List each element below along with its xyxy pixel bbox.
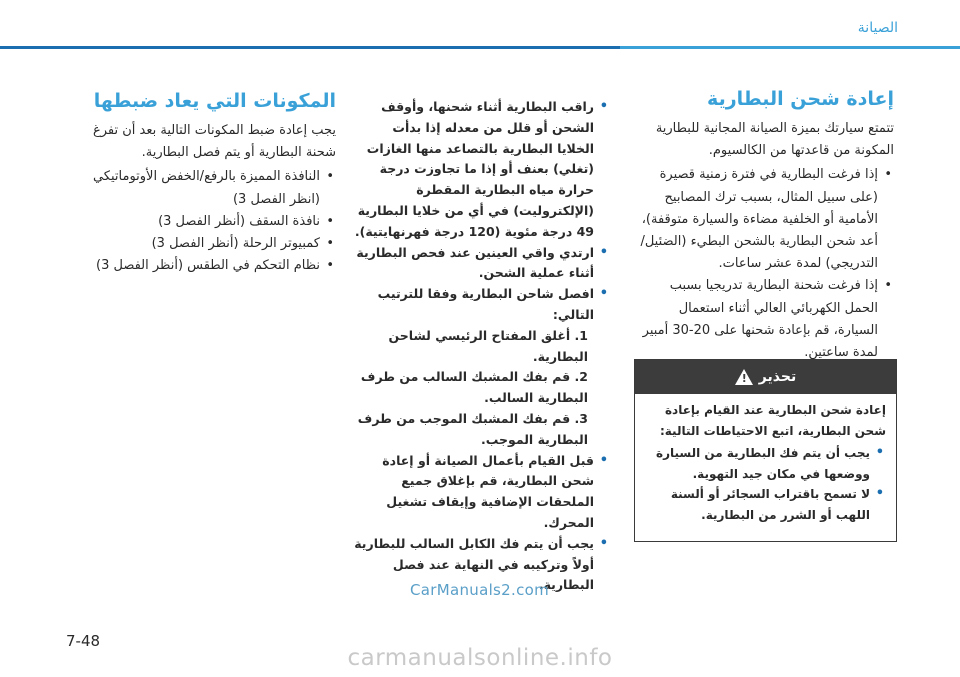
precaution-item: • قبل القيام بأعمال الصيانة أو إعادة شحن البطارية، قم بإغلاق جميع الملحقات الإضافية وإيقاف تشغيل المحرك. xyxy=(354,451,594,534)
step-item: 3. قم بفك المشبك الموجب من طرف البطارية الموجب. xyxy=(357,410,588,447)
charging-precautions-list xyxy=(354,97,610,596)
reset-item: • نظام التحكم في الطقس (أنظر الفصل 3) xyxy=(66,255,320,277)
middle-column xyxy=(354,95,610,596)
page-number: 7-48 xyxy=(66,632,101,650)
step-item: 2. قم بفك المشبك السالب من طرف البطارية السالب. xyxy=(360,369,588,406)
warning-box xyxy=(634,359,897,542)
reset-items-title: المكونات التي يعاد ضبطها xyxy=(93,90,336,112)
battery-intro-text: تتمتع سيارتك بميزة الصيانة المجانية للبطارية المكونة من قاعدتها من الكالسيوم. xyxy=(655,121,894,159)
footer-watermark: carmanualsonline.info xyxy=(347,645,613,671)
left-column xyxy=(66,88,336,277)
reset-item: • النافذة المميزة بالرفع/الخفض الأوتوماتيكي (انظر الفصل 3) xyxy=(66,166,320,210)
warning-label: تحذير xyxy=(758,369,797,385)
precaution-item xyxy=(354,284,594,450)
battery-bullets xyxy=(634,164,894,364)
carmanuals-watermark: CarManuals2.com xyxy=(410,581,550,599)
warning-intro: إعادة شحن البطارية عند القيام بإعادة شحن البطارية، اتبع الاحتياطات التالية: xyxy=(659,403,886,438)
reset-intro-text: يجب إعادة ضبط المكونات التالية بعد أن تفرغ شحنة البطارية أو يتم فصل البطارية. xyxy=(92,123,336,161)
precaution-item: • راقب البطارية أثناء شحنها، وأوقف الشحن أو قلل من معدله إذا بدأت الخلايا البطارية بالتصاعد منها الغازات (تغلي) بعنف أو إذا ما تجاوزت درجة حرارة مياه البطارية المقطرة (الإلكتروليت) في أي من خلايا البطارية 49 درجة مئوية (120 درجة فهرنهايتية). xyxy=(354,97,594,243)
header-rule-accent xyxy=(0,46,620,49)
reset-item: • كمبيوتر الرحلة (أنظر الفصل 3) xyxy=(66,233,320,255)
reset-items-list xyxy=(66,166,336,277)
warning-triangle-icon: ! xyxy=(735,369,753,385)
warning-bullet: • يجب أن يتم فك البطارية من السيارة ووضعها في مكان جيد التهوية. xyxy=(645,443,870,484)
step-item: 1. أغلق المفتاح الرئيسي لشاحن البطارية. xyxy=(388,327,588,364)
warning-bullets xyxy=(645,443,886,525)
precaution-item: • يجب أن يتم فك الكابل السالب للبطارية أولاً وتركيبه في النهاية عند فصل البطارية. xyxy=(354,534,594,596)
disconnect-steps xyxy=(354,326,594,451)
warning-body xyxy=(635,394,896,525)
reset-item: • نافذة السقف (أنظر الفصل 3) xyxy=(66,211,320,233)
battery-recharging-title: إعادة شحن البطارية xyxy=(707,88,894,110)
warning-header xyxy=(635,360,896,394)
battery-bullet: • إذا فرغت شحنة البطارية تدريجيا بسبب الحمل الكهربائي العالي أثناء استعمال السيارة، قم بإعادة شحنها على 20-30 أمبير لمدة ساعتين. xyxy=(634,275,878,364)
disconnect-charger-text: افصل شاحن البطارية وفقا للترتيب التالي: xyxy=(377,286,594,322)
battery-bullet: • إذا فرغت البطارية في فترة زمنية قصيرة (على سبيل المثال، بسبب ترك المصابيح الأمامية أو الخلفية مضاءة والسيارة متوقفة)، أعد شحن البطارية بالشحن البطيء (الضئيل/ التدريجي) لمدة عشر ساعات. xyxy=(634,164,878,275)
right-column xyxy=(634,86,894,364)
warning-bullet: • لا تسمح باقتراب السجائر أو ألسنة اللهب أو الشرر من البطارية. xyxy=(645,484,870,525)
precaution-item: • ارتدي واقي العينين عند فحص البطارية أثناء عملية الشحن. xyxy=(354,243,594,285)
section-header-title: الصيانة xyxy=(857,20,898,36)
